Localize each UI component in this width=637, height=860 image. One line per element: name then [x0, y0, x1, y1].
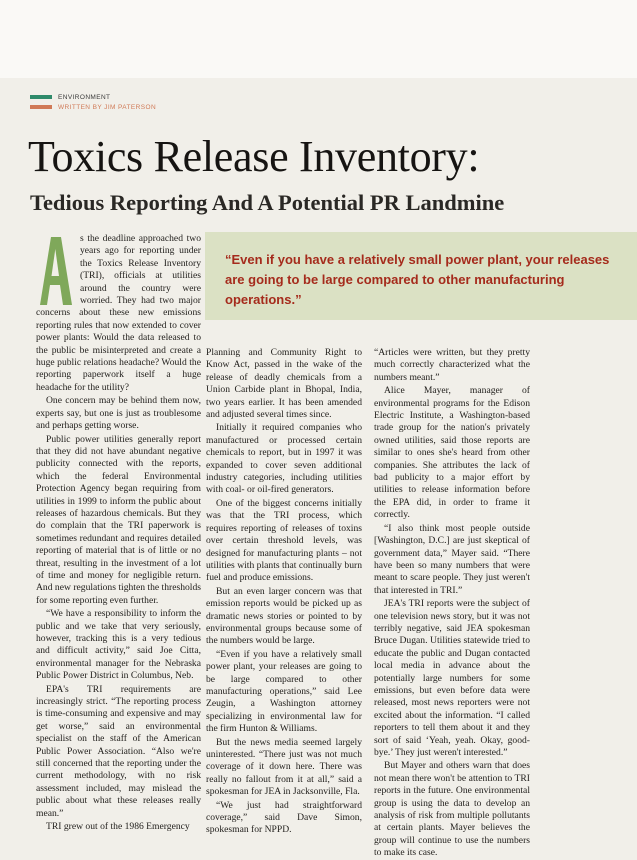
text-column-2 [206, 347, 362, 836]
pull-quote-box [205, 232, 637, 320]
paragraph: Initially it required companies who manufactured or processed certain chemicals to report, but in 1997 it was expanded to cover seven additional industry categories, including utilities with coal- or oil-fired generators. [206, 422, 362, 496]
page-top-margin [0, 0, 637, 78]
paragraph: Planning and Community Right to Know Act, passed in the wake of the release of deadly chemicals from a Union Carbide plant in Bhopal, India, two years earlier. It has been amended and adjusted several times since. [206, 347, 362, 421]
article-subtitle: Tedious Reporting And A Potential PR Landmine [30, 190, 505, 215]
section-label: ENVIRONMENT [58, 93, 111, 101]
pull-quote: “Even if you have a relatively small power plant, your releases are going to be large compared to other manufacturing operations.” [225, 252, 610, 307]
article-title: Toxics Release Inventory: [28, 132, 480, 181]
paragraph: “We just had straightforward coverage,” said Dave Simon, spokesman for NPPD. [206, 799, 362, 836]
paragraph: TRI grew out of the 1986 Emergency [46, 821, 190, 833]
paragraph: But Mayer and others warn that does not mean there won't be attention to TRI reports in the future. One environmental group is using the data to develop an analysis of risk from multiple pollutants at certain plants. Mayer believes the group will continue to use the numbers to make its case. [374, 760, 530, 859]
paragraph: “We have a responsibility to inform the public and we take that very seriously, however, tracking this is a very tedious and difficult activity,” said Joe Citta, environmental manager for the Nebraska Public Power District in Columbus, Neb. [36, 608, 201, 682]
paragraph: s the deadline approached two years ago for reporting under the Toxics Release Inventory (TRI), officials at utilities around the country were worried. They had two major concerns about these new emissions reporting rules that now extended to cover power plants: Would the data released to the public be misinterpreted and create a huge public relations headache? Would the reporting paperwork itself a huge headache for the utility? [36, 233, 201, 393]
paragraph: Public power utilities generally report that they did not have abundant negative publicity connected with the reports, which the federal Environmental Protection Agency began requiring from utilities in 1999 to inform the public about releases of hazardous chemicals. But they do complain that the TRI paperwork is sometimes redundant and requires detailed reporting of material that is of little or no threat, resulting in the investment of a lot of time and money for negligible return. And new regulations tighten the thresholds for some reporting even further. [36, 433, 201, 606]
text-column-1 [36, 233, 201, 833]
paragraph: But an even larger concern was that emission reports would be picked up as dramatic news stories or pointed to by environmental groups because some of the numbers would be large. [206, 585, 362, 647]
byline-row [30, 102, 156, 112]
paragraph: Alice Mayer, manager of environmental programs for the Edison Electric Institute, a Washington-based trade group for the nation's privately owned utilities, said those reports are similar to ones she's heard from other companies. She attributes the lack of bad publicity to a major effort by utilities to release information before the EPA did, in order to frame it correctly. [374, 385, 530, 521]
byline: WRITTEN BY JIM PATERSON [58, 103, 157, 111]
byline-color-bar [30, 105, 52, 109]
paragraph: But the news media seemed largely uninterested. “There just was not much coverage of it down here. There was really no fallout from it at all,” said a spokesman for JEA in Jacksonville, Fla. [206, 736, 362, 798]
paragraph: One concern may be behind them now, experts say, but one is just as troublesome and perhaps getting worse. [36, 395, 201, 432]
paragraph: JEA's TRI reports were the subject of one television news story, but it was not terribly negative, said JEA spokesman Bruce Dugan. Utilities statewide tried to educate the public and Dugan contacted local media in advance about the potentially large numbers for some emissions, but even before data were released, most news reporters were not excited about the information. “I called reporters to tell them about it and they sort of said ‘Yeah, yeah. Okay, good-bye.’ They just weren't interested.” [374, 598, 530, 758]
drop-cap [36, 235, 74, 305]
section-row [30, 92, 156, 102]
section-header [30, 92, 156, 112]
section-color-bar [30, 95, 52, 99]
paragraph: One of the biggest concerns initially was that the TRI process, which requires reporting of releases of toxins over certain threshold levels, was designed for manufacturing plants – not utilities with plants that continually burn fuel and produce emissions. [206, 497, 362, 584]
paragraph: EPA's TRI requirements are increasingly strict. “The reporting process is time-consuming and expensive and may get worse,” said an environmental specialist on the staff of the American Public Power Association. “Also we're still concerned that the reporting under the current methodology, with no risk assessment included, may mislead the public about what these releases really mean.” [36, 683, 201, 819]
paragraph: “Articles were written, but they pretty much correctly characterized what the numbers meant.” [374, 347, 530, 383]
text-column-3 [374, 347, 530, 859]
paragraph: “I also think most people outside [Washington, D.C.] are just skeptical of government data,” Mayer said. “There have been so many numbers that were meant to scare people. They just weren't that interested in TRI.” [374, 522, 530, 596]
paragraph: “Even if you have a relatively small power plant, your releases are going to be large compared to other manufacturing operations,” said Lee Zeugin, a Washington attorney specializing in environmental law for the firm Hunton & Williams. [206, 648, 362, 735]
drop-cap-glyph [36, 235, 74, 305]
